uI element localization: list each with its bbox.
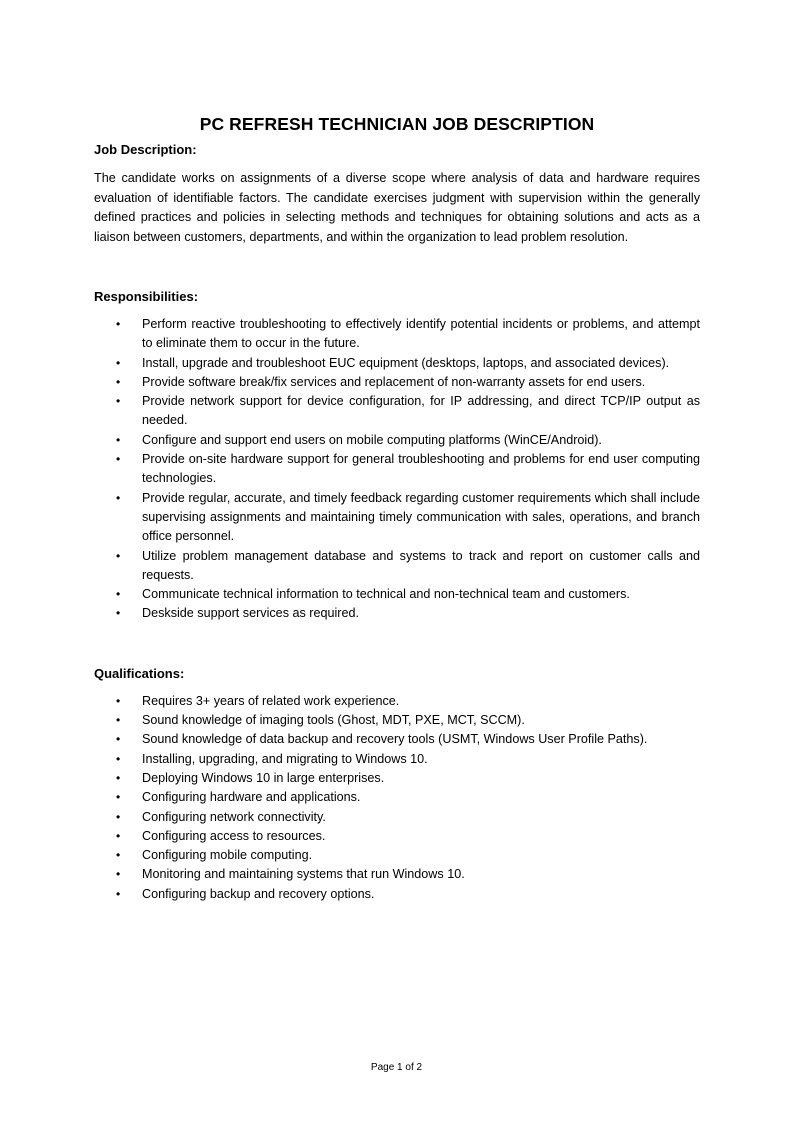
list-item <box>94 315 700 354</box>
list-item <box>94 846 700 865</box>
bullet-icon: • <box>116 809 121 824</box>
bullet-icon: • <box>116 713 121 728</box>
responsibilities-list <box>94 315 700 624</box>
responsibility-text: Provide network support for device configuration, for IP addressing, and direct TCP/IP output as needed. <box>142 394 700 428</box>
list-item <box>94 711 700 730</box>
responsibility-text: Configure and support end users on mobile computing platforms (WinCE/Android). <box>142 432 602 447</box>
list-item <box>94 692 700 711</box>
responsibility-text: Provide software break/fix services and replacement of non-warranty assets for end users. <box>142 374 646 389</box>
bullet-icon: • <box>116 355 121 370</box>
bullet-icon: • <box>116 606 121 621</box>
list-item <box>94 827 700 846</box>
qualifications-list <box>94 692 700 904</box>
qualification-text: Configuring backup and recovery options. <box>142 886 375 901</box>
spacer <box>94 683 700 692</box>
qualifications-heading: Qualifications: <box>94 665 185 681</box>
list-item <box>94 450 700 489</box>
list-item <box>94 769 700 788</box>
bullet-icon: • <box>116 587 121 602</box>
qualification-text: Configuring network connectivity. <box>142 809 326 824</box>
spacer <box>94 159 700 169</box>
responsibilities-heading: Responsibilities: <box>94 289 199 304</box>
qualification-text: Deploying Windows 10 in large enterprises. <box>142 770 385 785</box>
bullet-icon: • <box>116 452 121 467</box>
bullet-icon: • <box>116 886 121 901</box>
qualification-text: Installing, upgrading, and migrating to Windows 10. <box>142 751 428 766</box>
qualification-text: Configuring access to resources. <box>142 828 326 843</box>
list-item <box>94 865 700 884</box>
document-body <box>94 113 700 904</box>
qualification-text: Monitoring and maintaining systems that run Windows 10. <box>142 867 465 882</box>
responsibility-text: Utilize problem management database and systems to track and report on customer calls and requests. <box>142 548 700 582</box>
responsibility-text: Perform reactive troubleshooting to effectively identify potential incidents or problems, and attempt to eliminate them to occur in the future. <box>142 317 700 351</box>
spacer <box>94 247 700 287</box>
responsibility-text: Communicate technical information to technical and non-technical team and customers. <box>142 587 630 602</box>
bullet-icon: • <box>116 490 121 505</box>
list-item <box>94 808 700 827</box>
list-item <box>94 604 700 623</box>
responsibility-text: Deskside support services as required. <box>142 606 359 621</box>
responsibility-text: Provide on-site hardware support for general troubleshooting and problems for end user computing technologies. <box>142 452 700 486</box>
list-item <box>94 730 700 749</box>
qualification-text: Configuring mobile computing. <box>142 848 313 863</box>
bullet-icon: • <box>116 317 121 331</box>
bullet-icon: • <box>116 732 121 747</box>
bullet-icon: • <box>116 693 121 708</box>
bullet-icon: • <box>116 394 121 409</box>
list-item <box>94 489 700 547</box>
spacer <box>94 624 700 664</box>
list-item <box>94 750 700 769</box>
qualification-text: Sound knowledge of data backup and recovery tools (USMT, Windows User Profile Paths). <box>142 732 648 747</box>
bullet-icon: • <box>116 790 121 805</box>
bullet-icon: • <box>116 770 121 785</box>
responsibility-text: Provide regular, accurate, and timely feedback regarding customer requirements which shall include supervising assignments and maintaining timely communication with sales, operations, and branch office personnel. <box>142 490 700 544</box>
bullet-icon: • <box>116 548 121 563</box>
list-item <box>94 373 700 392</box>
qualification-text: Requires 3+ years of related work experience. <box>142 693 400 708</box>
job-description-paragraph: The candidate works on assignments of a diverse scope where analysis of data and hardware requires evaluation of identifiable factors. The candidate exercises judgment with supervision within the generally defined practices and policies in selecting methods and techniques for obtaining solutions and acts as a liaison between customers, departments, and within the organization to lead problem resolution. <box>94 171 700 244</box>
bullet-icon: • <box>116 867 121 882</box>
qualification-text: Sound knowledge of imaging tools (Ghost, MDT, PXE, MCT, SCCM). <box>142 713 525 728</box>
bullet-icon: • <box>116 432 121 447</box>
page-number-footer: Page 1 of 2 <box>370 1062 423 1073</box>
list-item <box>94 788 700 807</box>
document-title: PC REFRESH TECHNICIAN JOB DESCRIPTION <box>199 114 595 134</box>
bullet-icon: • <box>116 828 121 843</box>
list-item <box>94 354 700 373</box>
job-description-heading: Job Description: <box>94 142 197 157</box>
list-item <box>94 547 700 586</box>
list-item <box>94 885 700 904</box>
qualification-text: Configuring hardware and applications. <box>142 790 361 805</box>
list-item <box>94 431 700 450</box>
list-item <box>94 392 700 431</box>
responsibility-text: Install, upgrade and troubleshoot EUC equipment (desktops, laptops, and associated devices). <box>142 355 670 370</box>
bullet-icon: • <box>116 374 121 389</box>
bullet-icon: • <box>116 751 121 766</box>
list-item <box>94 585 700 604</box>
bullet-icon: • <box>116 848 121 863</box>
spacer <box>94 306 700 315</box>
